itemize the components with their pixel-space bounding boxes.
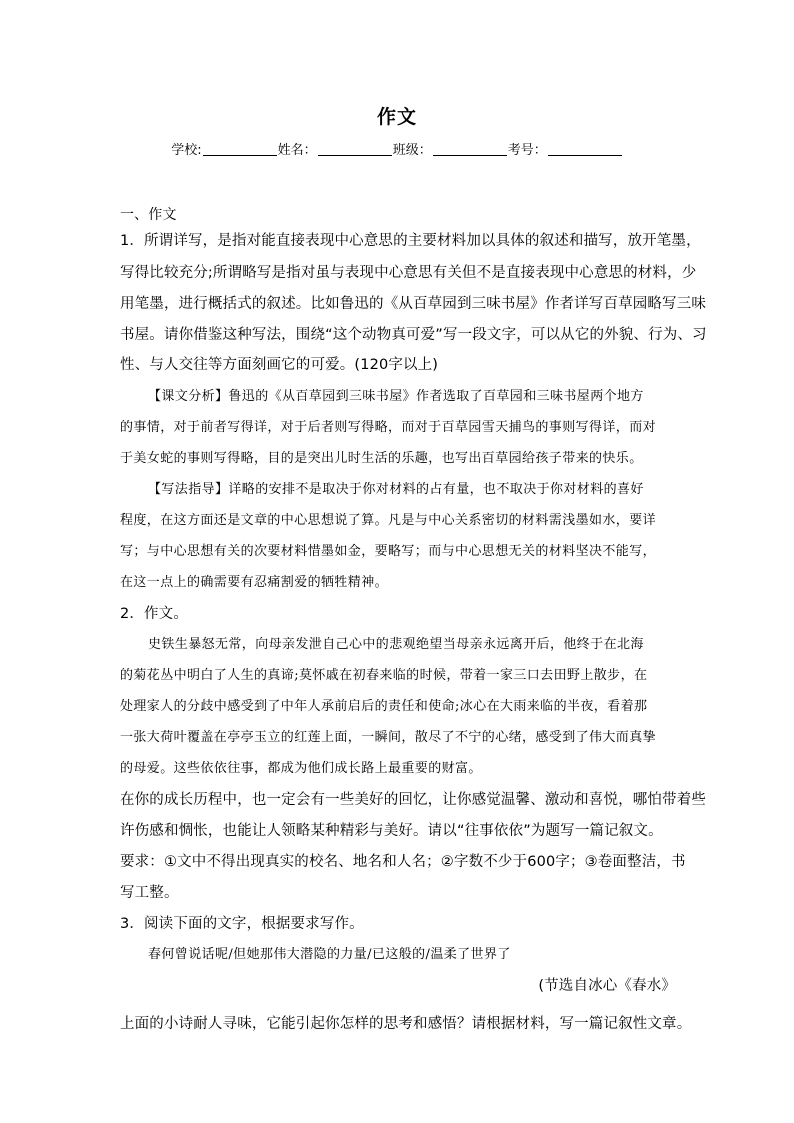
student-info-line bbox=[0, 139, 794, 158]
q1-guide-line: 写；与中心思想有关的次要材料惜墨如金，要略写；而与中心思想无关的材料坚决不能写， bbox=[120, 544, 657, 559]
q1-guide-line: 【写法指导】详略的安排不是取决于你对材料的占有量，也不取决于你对材料的喜好 bbox=[148, 482, 644, 497]
q1-line: 1．所谓详写，是指对能直接表现中心意思的主要材料加以具体的叙述和描写，放开笔墨， bbox=[120, 233, 701, 249]
q1-analysis-line: 于美女蛇的事则写得略，目的是突出儿时生活的乐趣，也写出百草园给孩子带来的快乐。 bbox=[120, 451, 643, 466]
q2-material-line: 史铁生暴怒无常，向母亲发泄自己心中的悲观绝望当母亲永远离开后，他终于在北海 bbox=[148, 637, 644, 652]
q2-heading: 2．作文。 bbox=[120, 606, 188, 622]
school-blank[interactable] bbox=[203, 141, 277, 156]
name-label: 姓名： bbox=[277, 143, 317, 158]
q3-source: (节选自冰心《春水》 bbox=[538, 978, 676, 994]
q1-line: 书屋。请你借鉴这种写法，围绕“这个动物真可爱”写一段文字，可以从它的外貌、行为、习 bbox=[120, 327, 707, 343]
exam-number-blank[interactable] bbox=[548, 141, 622, 156]
exam-number-label: 考号： bbox=[507, 143, 547, 158]
name-blank[interactable] bbox=[318, 141, 392, 156]
school-label: 学校: bbox=[171, 143, 202, 158]
q1-guide-line: 程度，在这方面还是文章的中心思想说了算。凡是与中心关系密切的材料需浅墨如水，要详 bbox=[120, 513, 657, 528]
q2-material-line: 的母爱。这些依依往事，都成为他们成长路上最重要的财富。 bbox=[120, 761, 482, 776]
q2-prompt-line: 许伤感和惆怅，也能让人领略某种精彩与美好。请以“往事依依”为题写一篇记叙文。 bbox=[120, 823, 663, 839]
q3-poem: 春何曾说话呢/但她那伟大潜隐的力量/已这般的/温柔了世界了 bbox=[148, 947, 511, 962]
q2-requirement-line: 要求：①文中不得出现真实的校名、地名和人名；②字数不少于600字；③卷面整洁，书 bbox=[120, 854, 686, 870]
q2-material-line: 一张大荷叶覆盖在亭亭玉立的红莲上面，一瞬间，散尽了不宁的心绪，感受到了伟大而真挚 bbox=[120, 730, 657, 745]
q2-prompt-line: 在你的成长历程中，也一定会有一些美好的回忆，让你感觉温馨、激动和喜悦，哪怕带着些 bbox=[120, 792, 706, 808]
q1-line: 用笔墨，进行概括式的叙述。比如鲁迅的《从百草园到三味书屋》作者详写百草园略写三味 bbox=[120, 296, 706, 312]
document-title: 作文 bbox=[376, 106, 417, 128]
q3-prompt: 上面的小诗耐人寻味，它能引起你怎样的思考和感悟？请根据材料，写一篇记叙性文章。 bbox=[120, 1016, 692, 1032]
section-heading: 一、作文 bbox=[120, 207, 177, 223]
q2-material-line: 的菊花丛中明白了人生的真谛;莫怀戚在初春来临的时候，带着一家三口去田野上散步，在 bbox=[120, 668, 648, 683]
q2-material-line: 处理家人的分歧中感受到了中年人承前启后的责任和使命;冰心在大雨来临的半夜，看着那 bbox=[120, 699, 648, 714]
class-label: 班级： bbox=[392, 143, 432, 158]
q1-analysis-line: 【课文分析】鲁迅的《从百草园到三味书屋》作者选取了百草园和三味书屋两个地方 bbox=[148, 389, 644, 404]
q1-analysis-line: 的事情，对于前者写得详，对于后者则写得略，而对于百草园雪天捕鸟的事则写得详，而对 bbox=[120, 420, 657, 435]
q1-line: 写得比较充分;所谓略写是指对虽与表现中心意思有关但不是直接表现中心意思的材料，少 bbox=[120, 265, 697, 281]
q1-guide-line: 在这一点上的确需要有忍痛割爱的牺牲精神。 bbox=[120, 575, 389, 590]
q3-heading: 3．阅读下面的文字，根据要求写作。 bbox=[120, 916, 364, 932]
q2-requirement-line: 写工整。 bbox=[120, 885, 179, 901]
class-blank[interactable] bbox=[433, 141, 507, 156]
q1-line: 性、与人交往等方面刻画它的可爱。(120字以上) bbox=[120, 357, 439, 373]
